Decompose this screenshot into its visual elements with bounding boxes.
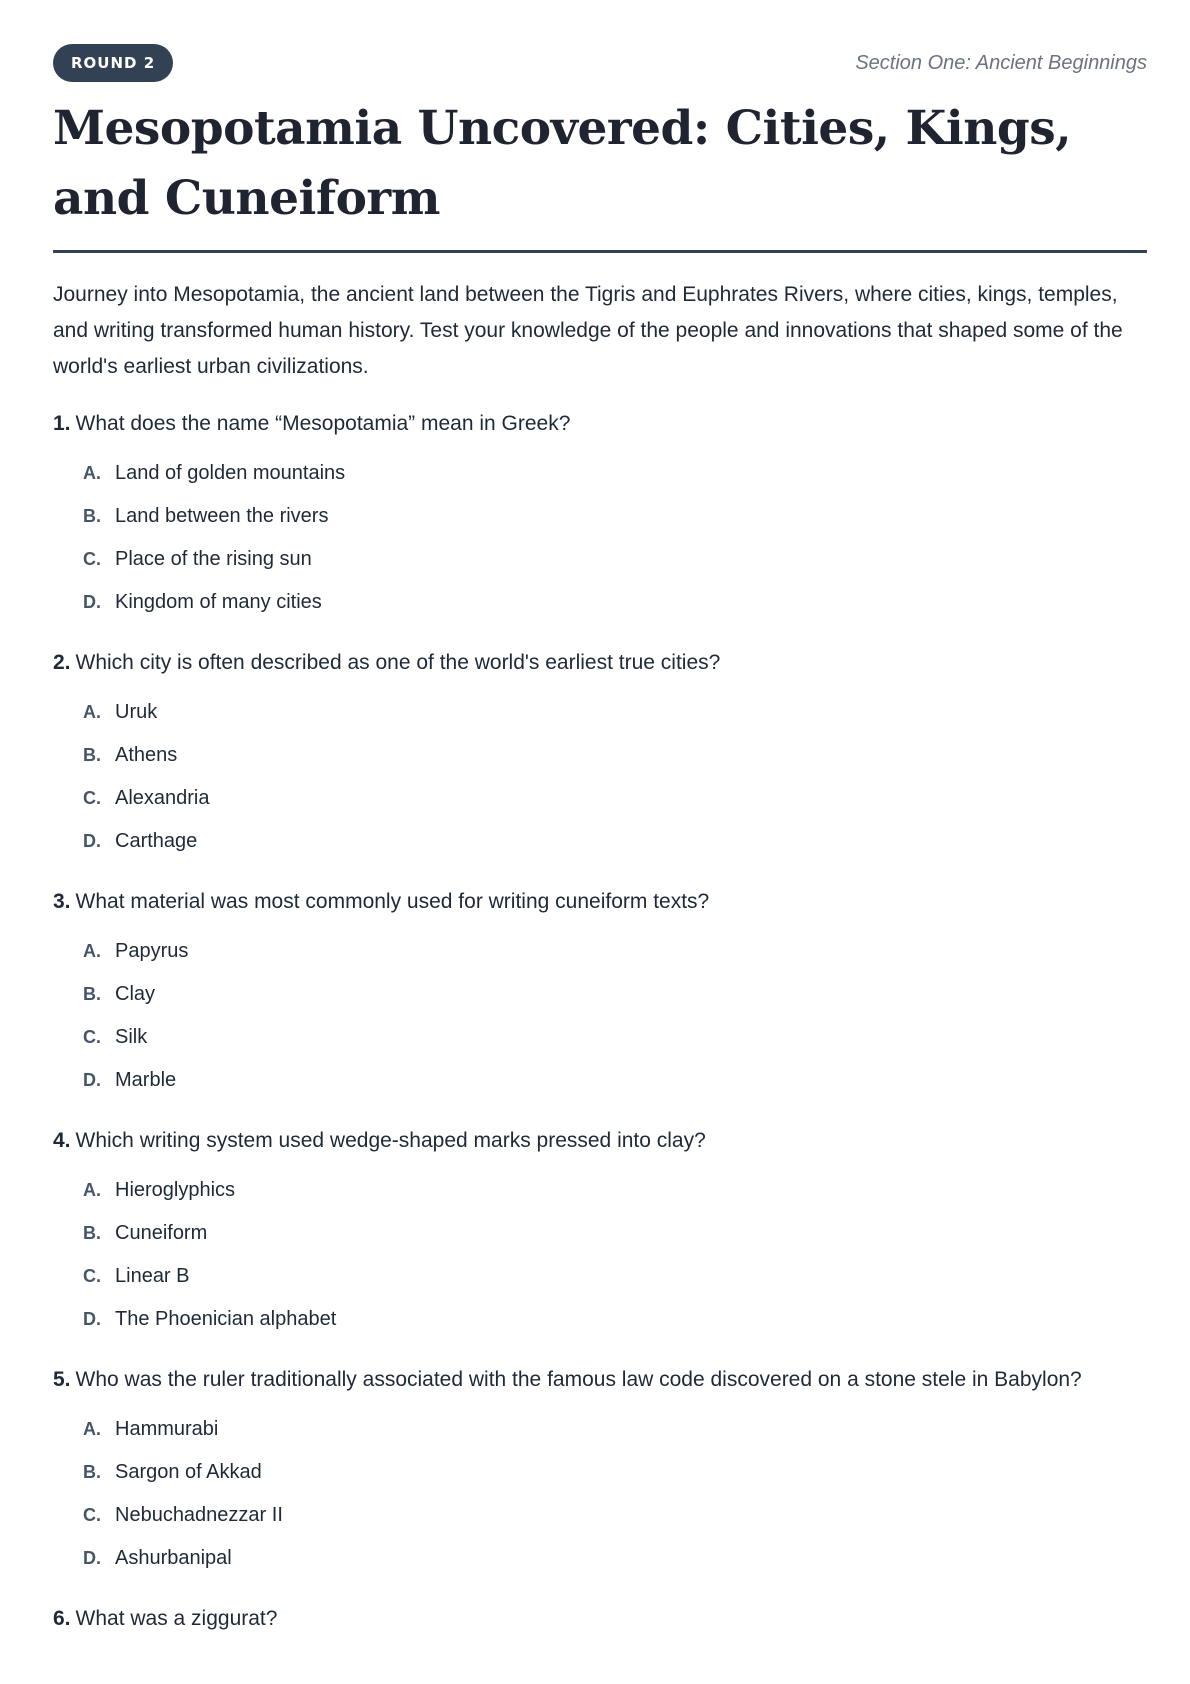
answer-option	[53, 734, 1147, 777]
answer-option	[53, 538, 1147, 581]
question-prompt: Which city is often described as one of the world's earliest true cities?	[75, 651, 721, 674]
answer-option	[53, 495, 1147, 538]
option-text: Athens	[115, 744, 178, 766]
option-text: Hammurabi	[115, 1418, 219, 1440]
question-number: 4.	[53, 1129, 71, 1152]
option-letter: D.	[83, 1070, 101, 1090]
answer-option	[53, 1059, 1147, 1102]
answer-option	[53, 1255, 1147, 1298]
answer-option	[53, 820, 1147, 863]
option-letter: B.	[83, 506, 101, 526]
option-letter: B.	[83, 1462, 101, 1482]
option-text: Carthage	[115, 830, 198, 852]
question-number: 2.	[53, 651, 71, 674]
answer-option	[53, 1408, 1147, 1451]
option-letter: B.	[83, 1223, 101, 1243]
option-letter: A.	[83, 941, 101, 961]
answer-option	[53, 930, 1147, 973]
option-text: Cuneiform	[115, 1222, 208, 1244]
question-number: 5.	[53, 1368, 71, 1391]
option-text: Silk	[115, 1026, 148, 1048]
option-letter: A.	[83, 1419, 101, 1439]
question-number: 6.	[53, 1607, 71, 1630]
option-letter: D.	[83, 1309, 101, 1329]
round-badge: ROUND 2	[53, 44, 173, 82]
option-letter: C.	[83, 788, 101, 808]
question-prompt: What does the name “Mesopotamia” mean in Greek?	[75, 412, 571, 435]
answer-option	[53, 1212, 1147, 1255]
option-text: Uruk	[115, 701, 158, 723]
option-letter: A.	[83, 1180, 101, 1200]
answer-option	[53, 691, 1147, 734]
option-letter: B.	[83, 984, 101, 1004]
option-text: Ashurbanipal	[115, 1547, 232, 1569]
option-letter: C.	[83, 549, 101, 569]
answer-options	[53, 1408, 1147, 1580]
title-divider	[53, 250, 1147, 253]
option-text: Kingdom of many cities	[115, 591, 322, 613]
option-text: Linear B	[115, 1265, 190, 1287]
option-text: Land between the rivers	[115, 505, 329, 527]
page-title: Mesopotamia Uncovered: Cities, Kings, and Cuneiform	[53, 101, 1072, 226]
header	[53, 44, 1147, 82]
question-text	[53, 1123, 1147, 1159]
option-text: The Phoenician alphabet	[115, 1308, 337, 1330]
answer-option	[53, 1169, 1147, 1212]
option-text: Hieroglyphics	[115, 1179, 236, 1201]
option-letter: C.	[83, 1505, 101, 1525]
answer-options	[53, 691, 1147, 863]
question-list	[53, 406, 1147, 1637]
question-text	[53, 406, 1147, 442]
option-text: Marble	[115, 1069, 177, 1091]
question-number: 3.	[53, 890, 71, 913]
question-prompt: Who was the ruler traditionally associated with the famous law code discovered on a stone stele in Babylon?	[75, 1368, 1082, 1391]
quiz-page	[53, 44, 1147, 1637]
answer-option	[53, 1537, 1147, 1580]
option-letter: D.	[83, 1548, 101, 1568]
question-prompt: What was a ziggurat?	[75, 1607, 278, 1630]
question-text	[53, 1362, 1147, 1398]
answer-options	[53, 452, 1147, 624]
answer-option	[53, 452, 1147, 495]
answer-option	[53, 581, 1147, 624]
question-prompt: What material was most commonly used for writing cuneiform texts?	[75, 890, 710, 913]
answer-options	[53, 930, 1147, 1102]
answer-option	[53, 973, 1147, 1016]
option-text: Sargon of Akkad	[115, 1461, 262, 1483]
question-text	[53, 884, 1147, 920]
answer-option	[53, 1016, 1147, 1059]
intro-paragraph: Journey into Mesopotamia, the ancient land between the Tigris and Euphrates Rivers, where cities, kings, temples, and writing transformed human history. Test your knowledge of the people and innovations that shaped some of the world's earliest urban civilizations.	[53, 283, 1123, 378]
question-block	[53, 884, 1147, 1102]
question-text	[53, 645, 1147, 681]
option-text: Clay	[115, 983, 156, 1005]
option-letter: C.	[83, 1027, 101, 1047]
option-text: Land of golden mountains	[115, 462, 346, 484]
question-block	[53, 1601, 1147, 1637]
option-letter: C.	[83, 1266, 101, 1286]
option-letter: A.	[83, 702, 101, 722]
question-text	[53, 1601, 1147, 1637]
question-block	[53, 406, 1147, 624]
option-text: Nebuchadnezzar II	[115, 1504, 283, 1526]
question-block	[53, 1362, 1147, 1580]
option-letter: B.	[83, 745, 101, 765]
section-label: Section One: Ancient Beginnings	[855, 51, 1147, 74]
answer-option	[53, 1451, 1147, 1494]
answer-option	[53, 1298, 1147, 1341]
option-letter: D.	[83, 592, 101, 612]
option-letter: D.	[83, 831, 101, 851]
question-block	[53, 645, 1147, 863]
option-text: Place of the rising sun	[115, 548, 312, 570]
question-number: 1.	[53, 412, 71, 435]
option-letter: A.	[83, 463, 101, 483]
answer-options	[53, 1169, 1147, 1341]
question-prompt: Which writing system used wedge-shaped marks pressed into clay?	[75, 1129, 706, 1152]
question-block	[53, 1123, 1147, 1341]
option-text: Alexandria	[115, 787, 210, 809]
option-text: Papyrus	[115, 940, 189, 962]
answer-option	[53, 777, 1147, 820]
answer-option	[53, 1494, 1147, 1537]
